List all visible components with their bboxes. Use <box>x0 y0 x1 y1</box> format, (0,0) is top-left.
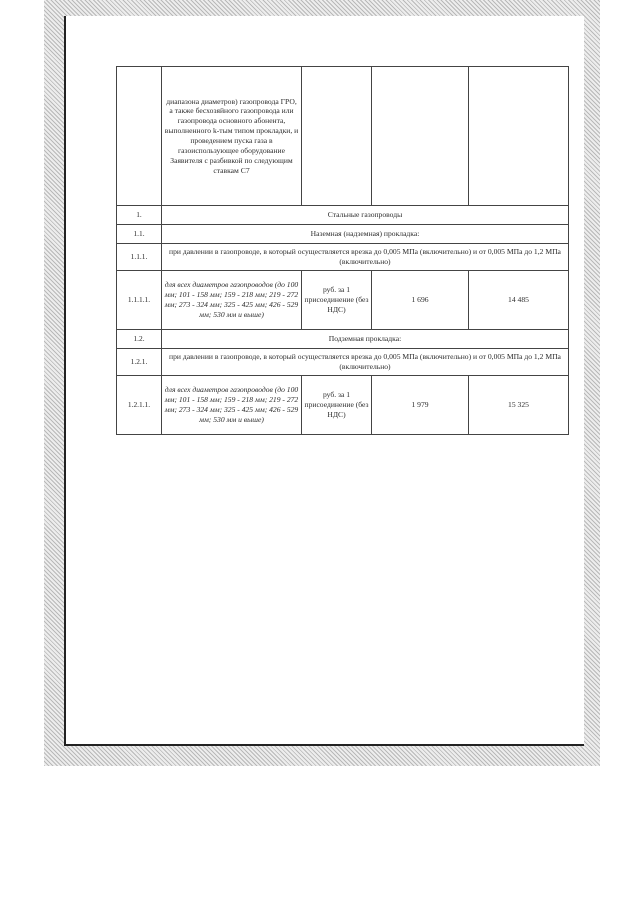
tariff-table <box>116 66 569 435</box>
table-row <box>117 376 569 435</box>
row-number: 1.2.1. <box>117 349 162 376</box>
header-description: диапазона диаметров) газопровода ГРО, а также бесхозяйного газопровода или газопровода основного абонента, выполненного k-тым типом прокладки, и проведением пуска газа в газоиспользующее оборудование Заявителя с разбивкой по следующим ставкам С7 <box>162 67 302 206</box>
row-text: Подземная прокладка: <box>162 330 569 349</box>
table-row <box>117 349 569 376</box>
row-number: 1. <box>117 206 162 225</box>
row-number: 1.1.1. <box>117 244 162 271</box>
table-row <box>117 67 569 206</box>
table-row <box>117 225 569 244</box>
row-unit: руб. за 1 присоединение (без НДС) <box>302 271 372 330</box>
table-row <box>117 244 569 271</box>
row-number: 1.2. <box>117 330 162 349</box>
row-description: для всех диаметров газопроводов (до 100 мм; 101 - 158 мм; 159 - 218 мм; 219 - 272 мм; 273 - 324 мм; 325 - 425 мм; 426 - 529 мм; 530 мм и выше) <box>162 271 302 330</box>
row-text: Наземная (надземная) прокладка: <box>162 225 569 244</box>
document-page <box>64 16 584 746</box>
row-value-2: 14 485 <box>469 271 569 330</box>
row-text: при давлении в газопроводе, в который осуществляется врезка до 0,005 МПа (включительно) и от 0,005 МПа до 1,2 МПа (включительно) <box>162 349 569 376</box>
cell-num <box>117 67 162 206</box>
row-number: 1.2.1.1. <box>117 376 162 435</box>
cell-unit <box>302 67 372 206</box>
row-value-1: 1 696 <box>372 271 469 330</box>
row-value-2: 15 325 <box>469 376 569 435</box>
table-row <box>117 206 569 225</box>
table-row <box>117 330 569 349</box>
row-unit: руб. за 1 присоединение (без НДС) <box>302 376 372 435</box>
row-text: Стальные газопроводы <box>162 206 569 225</box>
row-number: 1.1.1.1. <box>117 271 162 330</box>
row-number: 1.1. <box>117 225 162 244</box>
table-row <box>117 271 569 330</box>
row-value-1: 1 979 <box>372 376 469 435</box>
cell-value-2 <box>469 67 569 206</box>
row-description: для всех диаметров газопроводов (до 100 мм; 101 - 158 мм; 159 - 218 мм; 219 - 272 мм; 273 - 324 мм; 325 - 425 мм; 426 - 529 мм; 530 мм и выше) <box>162 376 302 435</box>
cell-value-1 <box>372 67 469 206</box>
row-text: при давлении в газопроводе, в который осуществляется врезка до 0,005 МПа (включительно) и от 0,005 МПа до 1,2 МПа (включительно) <box>162 244 569 271</box>
